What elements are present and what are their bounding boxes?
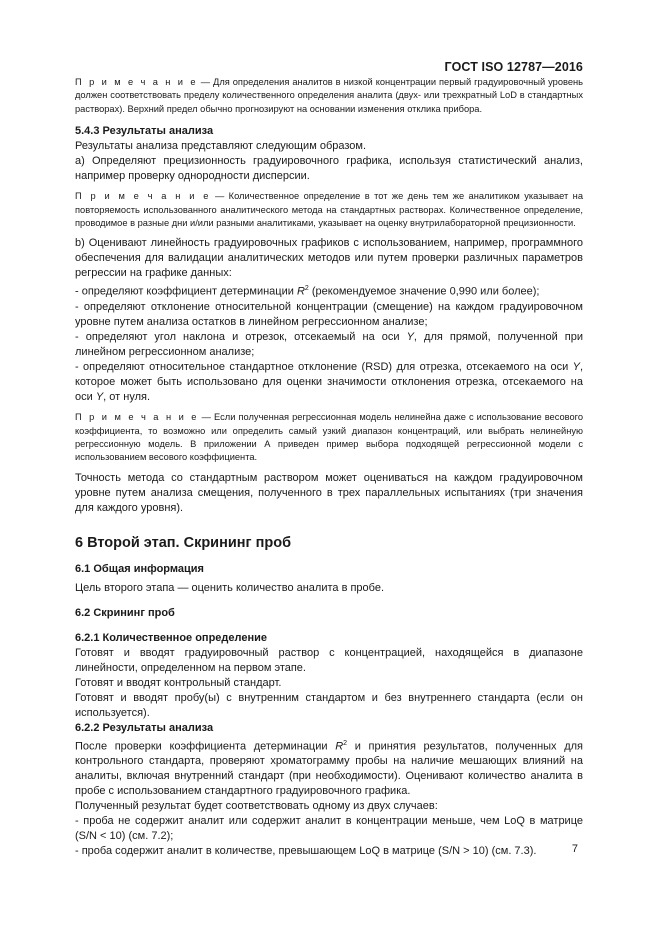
standard-code-header: ГОСТ ISO 12787—2016 <box>444 60 583 74</box>
bullet-item: - определяют угол наклона и отрезок, отсекаемый на оси Y, для прямой, полученной при линейном регрессионном анализе; <box>75 331 583 359</box>
document-body <box>75 76 583 859</box>
note-text: — Для определения аналитов в низкой концентрации первый градуировочный уровень должен соответствовать пределу количественного определения аналита (двух- или трехкратный LoD в стандартных растворах). Верхний предел обычно прогнозируют на основании изменения отклика прибора. <box>75 77 584 114</box>
note-label: П р и м е ч а н и е <box>75 77 198 87</box>
bullet-item: - проба содержит аналит в количестве, превышающем LoQ в матрице (S/N > 10) (см. 7.3). <box>75 845 537 858</box>
body-paragraph: Готовят и вводят градуировочный раствор с концентрацией, находящейся в диапазоне линейности, определенном на первом этапе. <box>75 646 583 674</box>
section-heading-6-1: 6.1 Общая информация <box>75 562 204 575</box>
bullet-item: - определяют коэффициент детерминации $R^2$ (рекомендуемое значение 0,990 или более); <box>75 285 540 299</box>
bullet-item: - определяют относительное стандартное отклонение (RSD) для отрезка, отсекаемого на оси Y, которое может быть использовано для оценки значимости отклонения отрезка, отсекаемого на оси Y, от нуля. <box>75 361 583 404</box>
page-number: 7 <box>571 843 578 855</box>
note-text: — Количественное определение в тот же день тем же аналитиком указывает на повторяемость использованного аналитического метода на стандартных растворах. Количественное определение, проводимое в разные дни и/или разными аналитиками, указывает на оценку внутрилабораторной прецизионности. <box>75 191 583 229</box>
body-paragraph: Полученный результат будет соответствовать одному из двух случаев: <box>75 800 438 813</box>
body-paragraph: Готовят и вводят контрольный стандарт. <box>75 676 282 689</box>
section-heading-6: 6 Второй этап. Скрининг проб <box>75 534 292 551</box>
body-paragraph: Результаты анализа представляют следующим образом. <box>75 140 367 153</box>
note-label: П р и м е ч а н и е <box>75 191 211 202</box>
section-heading-6-2: 6.2 Скрининг проб <box>75 606 175 619</box>
bullet-item: - проба не содержит аналит или содержит аналит в концентрации меньше, чем LoQ в матрице (S/N < 10) (см. 7.2); <box>75 815 583 843</box>
body-paragraph: Готовят и вводят пробу(ы) с внутренним стандартом и без внутреннего стандарта (если он используется). <box>75 691 583 719</box>
note-text: — Если полученная регрессионная модель нелинейна даже с использование весового коэффициента, то возможно или определить самый узкий диапазон концентраций, или выбрать нелинейную регрессионную модель. В приложении А приведен пример выбора подходящей регрессионной модели с использованием весового коэффициента. <box>75 412 583 463</box>
body-paragraph: После проверки коэффициента детерминации $R^2$ и принятия результатов, полученных для контрольного стандарта, проверяют хроматограмму пробы на наличие мешающих влияний на аналиты, включая внутренний стандарт (при необходимости). Оценивают количество аналита в пробе с использованием стандартного градуировочного графика. <box>75 739 583 798</box>
bullet-item: - определяют отклонение относительной концентрации (смещение) на каждом градуировочном уровне путем анализа остатков в линейном регрессионном анализе; <box>75 301 583 329</box>
list-item-a: а) Определяют прецизионность градуировочного графика, используя статистический анализ, например проверку однородности дисперсии. <box>75 155 583 183</box>
section-heading-6-2-1: 6.2.1 Количественное определение <box>75 631 267 644</box>
note-paragraph <box>75 411 583 465</box>
body-paragraph: Цель второго этапа — оценить количество аналита в пробе. <box>75 581 385 594</box>
note-paragraph <box>75 76 583 116</box>
body-paragraph: Точность метода со стандартным раствором может оцениваться на каждом градуировочном уровне путем анализа смещения, полученного в трех параллельных испытаниях (три значения для каждого уровня). <box>75 471 583 514</box>
note-paragraph <box>75 190 583 230</box>
section-heading-5-4-3: 5.4.3 Результаты анализа <box>75 125 214 138</box>
note-label: П р и м е ч а н и е <box>75 412 199 423</box>
section-heading-6-2-2: 6.2.2 Результаты анализа <box>75 721 214 734</box>
list-item-b: b) Оценивают линейность градуировочных графиков с использованием, например, программного обеспечения для валидации аналитических методов или путем проверки различных параметров регрессии на графике данных: <box>75 237 583 280</box>
